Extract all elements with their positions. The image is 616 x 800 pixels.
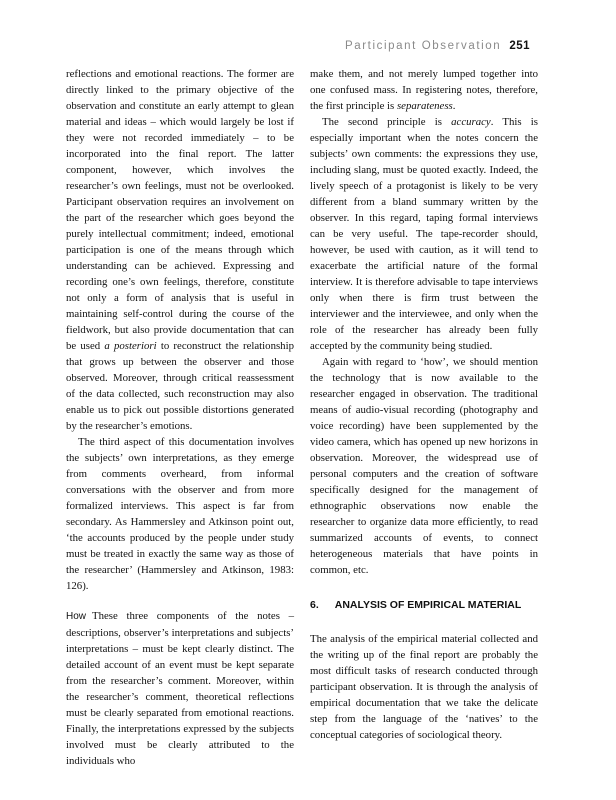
paragraph [310,114,538,354]
paragraph [66,608,294,769]
text-run: These three components of the notes – descriptions, observer’s interpretations and subjects’ interpretations – must be kept clearly distinct. The detailed account of an event must be kept separate from the researcher’s comment. Moreover, within the researcher’s comment, theoretical reflections must be clearly separated from emotional reactions. Finally, the interpretations expressed by the subjects involved must be clearly attributed to the individuals who [66,610,294,767]
text-run: to reconstruct the relationship that grows up between the observer and those observed. Moreover, through critical reassessment of the data collected, such reconstruction may also enable us to pick out possible distortions generated by the researcher’s emotions. [66,340,294,432]
text-run: make them, and not merely lumped together into one confused mass. In registering notes, therefore, the first principle is [310,68,538,112]
section-number: 6. [310,599,319,611]
section-title: ANALYSIS OF EMPIRICAL MATERIAL [334,599,522,611]
left-column [66,66,294,769]
paragraph [66,66,294,434]
text-run: . [452,100,456,112]
italic-term: a posteriori [104,340,157,352]
text-run: . This is especially important when the notes concern the subjects’ own comments: the expressions they use, including slang, must be quoted exactly. Indeed, the lively speech of a protagonist is likely to be very different from a bland summary written by the observer. In this regard, taping formal interviews can be very useful. The tape-recorder should, however, be used with caution, as it will tend to exacerbate the artificial nature of the formal interview. It is therefore advisable to tape interviews only when there is firm trust between the interviewer and the interviewee, and only when the role of the researcher has already been fully accepted by the community being studied. [310,116,538,352]
spacer [66,594,294,608]
italic-term: separateness [396,100,453,112]
italic-term: accuracy [451,116,491,128]
paragraph: The analysis of the empirical material collected and the writing up of the final report are probably the most difficult tasks of research conducted through participant observation. It is through the analysis of empirical documentation that we take the delicate step from the language of the ‘natives’ to the conceptual categories of sociological theory. [310,633,538,741]
running-head-title: Participant Observation [344,40,502,52]
paragraph: The third aspect of this documentation involves the subjects’ own interpretations, as they emerge from comments overheard, from informal conversations with the observer and from more formalized interviews. This aspect is far from secondary. As Hammersley and Atkinson point out, ‘the accounts produced by the people under study must be treated in exactly the same way as those of the researcher’ (Hammersley and Atkinson, 1983: 126). [66,436,294,592]
right-column [310,66,538,743]
running-head [345,40,530,52]
text-run: The second principle is [322,116,452,128]
paragraph [310,66,538,114]
section-heading [310,598,538,613]
text-run: reflections and emotional reactions. The former are directly linked to the primary objective of the observation and constitute an early attempt to glean material and ideas – which would largely be lost if they were not recorded immediately – to be incorporated into the final report. The latter component, however, which involves the researcher’s own feelings, must not be overlooked. Participant observation requires an involvement on the part of the researcher which goes beyond the purely intellectual commitment; indeed, emotional participation is one of the means through which understanding can be achieved. Expressing and recording one’s own feelings, therefore, constitute not only a form of analysis that is useful in maintaining self-control during the course of the fieldwork, but also provide documentation that can be used [66,68,294,352]
page-number: 251 [509,40,530,52]
margin-label-how: How [66,611,87,622]
paragraph: Again with regard to ‘how’, we should mention the technology that is now available to the researcher engaged in observation. The traditional means of audio-visual recording (photography and voice recording) have been supplemented by the video camera, which has opened up new horizons in observation. Moreover, the widespread use of personal computers and the creation of software specifically designed for the management of ethnographic observations now enable the researcher to organize data more efficiently, to read summarized accounts of events, to connect heterogeneous materials that have points in common, etc. [310,356,538,576]
